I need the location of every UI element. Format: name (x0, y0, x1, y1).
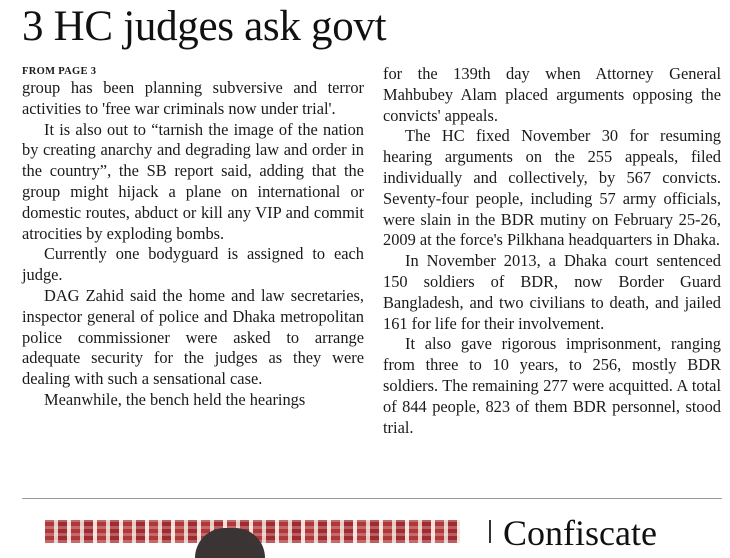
right-column (383, 64, 721, 438)
left-column (22, 66, 364, 411)
paragraph: group has been planning subversive and terror activities to 'free war criminals now under trial'. (22, 78, 364, 118)
paragraph: The HC fixed November 30 for resuming hearing arguments on the 255 appeals, filed individually and collectively, by 567 convicts. Seventy-four people, including 57 army officials, were slain in the BDR mutiny on February 25-26, 2009 at the force's Pilkhana headquarters in Dhaka. (383, 126, 721, 250)
paragraph: for the 139th day when Attorney General Mahbubey Alam placed arguments opposing the convicts' appeals. (383, 64, 721, 125)
paragraph: In November 2013, a Dhaka court sentenced 150 soldiers of BDR, now Border Guard Bangladesh, and two civilians to death, and jailed 161 for life for their involvement. (383, 251, 721, 333)
next-story-headline: Confiscate (503, 513, 657, 553)
paragraph: DAG Zahid said the home and law secretaries, inspector general of police and Dhaka metropolitan police commissioner were asked to arrange adequate security for the judges as they were dealing with such a sensational case. (22, 285, 364, 389)
kicker: FROM PAGE 3 (22, 66, 97, 77)
paragraph: It is also out to “tarnish the image of the nation by creating anarchy and degrading law and order in the country”, the SB report said, adding that the group might hijack a plane on international or domestic routes, abduct or kill any VIP and commit atrocities by exploding bombs. (22, 119, 364, 243)
paragraph: Meanwhile, the bench held the hearings (44, 389, 306, 409)
paragraph: It also gave rigorous imprisonment, ranging from three to 10 years, to 256, mostly BDR soldiers. The remaining 277 were acquitted. A total of 844 people, 823 of them BDR personnel, stood trial. (383, 334, 721, 437)
column-divider (489, 520, 491, 543)
paragraph: Currently one bodyguard is assigned to each judge. (22, 244, 364, 285)
section-divider (22, 498, 722, 499)
headline: 3 HC judges ask govt (22, 3, 387, 50)
